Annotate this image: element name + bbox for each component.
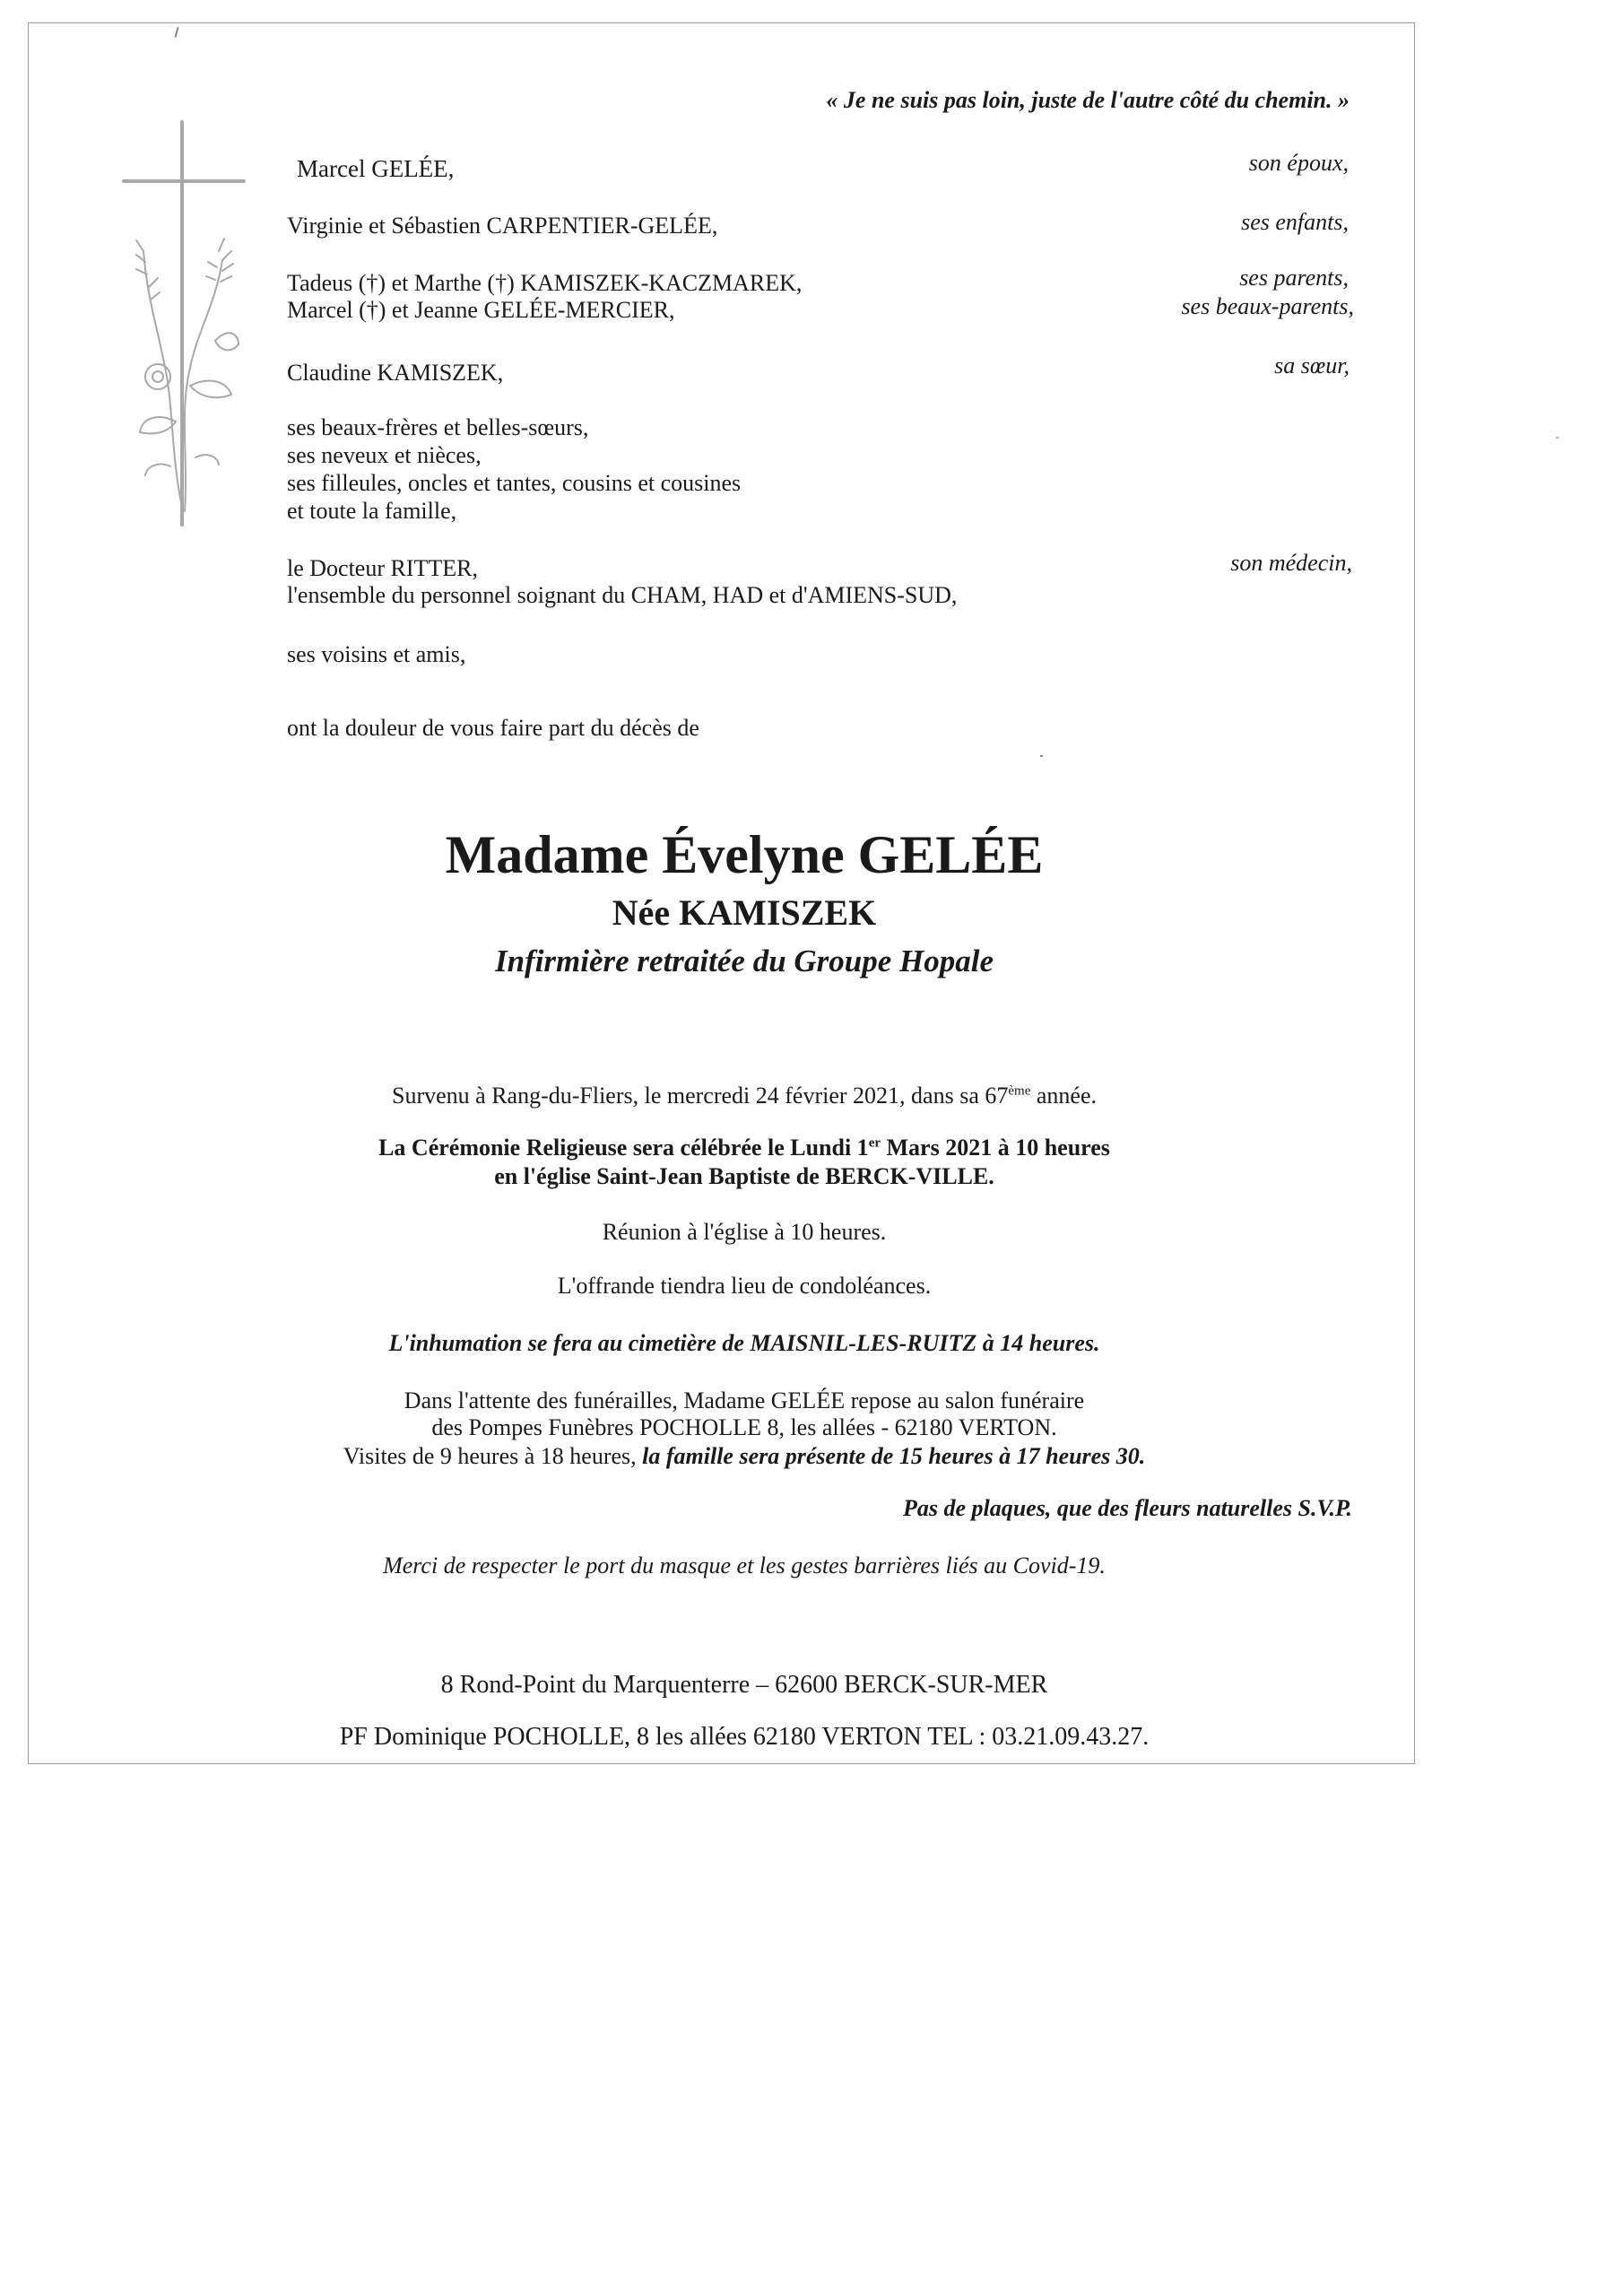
ceremony-line — [0, 1134, 1488, 1162]
visitation-line: Dans l'attente des funérailles, Madame GELÉE repose au salon funéraire — [404, 1387, 1085, 1413]
burial-line: L'inhumation se fera au cimetière de MAISNIL-LES-RUITZ à 14 heures. — [388, 1330, 1100, 1356]
ceremony-location: en l'église Saint-Jean Baptiste de BERCK-VILLE. — [494, 1163, 994, 1189]
doctor-name: le Docteur RITTER, — [287, 555, 478, 581]
doctor-relation: son médecin, — [1230, 550, 1352, 576]
family-relation: ses beaux-parents, — [1181, 293, 1354, 319]
ceremony-time: Mars 2021 à 10 heures — [881, 1135, 1110, 1161]
extended-family-line: et toute la famille, — [287, 498, 457, 524]
staff-line: l'ensemble du personnel soignant du CHAM, HAD et d'AMIENS-SUD, — [287, 582, 958, 608]
ceremony-sup: er — [868, 1135, 881, 1151]
family-name: Virginie et Sébastien CARPENTIER-GELÉE, — [287, 213, 718, 239]
family-relation: ses parents, — [1239, 265, 1349, 291]
deceased-maiden-name: Née KAMISZEK — [612, 892, 877, 933]
flowers-note: Pas de plaques, que des fleurs naturelles S.V.P. — [902, 1495, 1352, 1521]
ceremony-text: La Cérémonie Religieuse sera célébrée le Lundi 1 — [378, 1135, 869, 1161]
visitation-hours-text: Visites de 9 heures à 18 heures, — [343, 1443, 643, 1469]
funeral-home-line: PF Dominique POCHOLLE, 8 les allées 62180 VERTON TEL : 03.21.09.43.27. — [339, 1723, 1150, 1751]
epigraph-quote: « Je ne suis pas loin, juste de l'autre côté du chemin. » — [826, 87, 1350, 113]
extended-family-line: ses neveux et nièces, — [287, 442, 482, 468]
death-details-end: année. — [1030, 1083, 1097, 1109]
visitation-line: des Pompes Funèbres POCHOLLE 8, les allées - 62180 VERTON. — [431, 1414, 1057, 1440]
visitation-hours — [0, 1442, 1488, 1471]
death-details — [0, 1082, 1488, 1110]
family-name: Marcel (†) et Jeanne GELÉE-MERCIER, — [287, 297, 675, 323]
family-relation: ses enfants, — [1241, 209, 1349, 235]
extended-family-line: ses beaux-frères et belles-sœurs, — [287, 414, 589, 440]
family-name: Claudine KAMISZEK, — [287, 360, 504, 386]
neighbors-line: ses voisins et amis, — [287, 641, 466, 667]
deceased-title: Infirmière retraitée du Groupe Hopale — [494, 944, 994, 978]
address-line: 8 Rond-Point du Marquenterre – 62600 BERCK-SUR-MER — [440, 1671, 1048, 1699]
scan-mark — [1556, 437, 1559, 439]
deceased-name: Madame Évelyne GELÉE — [445, 825, 1044, 884]
visitation-family-presence: la famille sera présente de 15 heures à 17 heures 30. — [642, 1443, 1146, 1469]
cross-icon — [117, 117, 251, 529]
family-name: Marcel GELÉE, — [297, 155, 455, 182]
family-name: Tadeus (†) et Marthe (†) KAMISZEK-KACZMAREK, — [287, 270, 803, 296]
scan-mark — [1040, 755, 1043, 757]
extended-family-line: ses filleules, oncles et tantes, cousins et cousines — [287, 470, 742, 496]
death-details-text: Survenu à Rang-du-Fliers, le mercredi 24 février 2021, dans sa 67 — [392, 1083, 1009, 1109]
family-relation: son époux, — [1248, 150, 1349, 176]
announcement-line: ont la douleur de vous faire part du décès de — [287, 715, 699, 741]
meeting-line: Réunion à l'église à 10 heures. — [602, 1219, 887, 1245]
family-relation: sa sœur, — [1274, 352, 1350, 378]
covid-note: Merci de respecter le port du masque et les gestes barrières liés au Covid-19. — [383, 1552, 1106, 1578]
death-details-sup: ème — [1008, 1083, 1031, 1099]
offering-line: L'offrande tiendra lieu de condoléances. — [557, 1273, 932, 1299]
